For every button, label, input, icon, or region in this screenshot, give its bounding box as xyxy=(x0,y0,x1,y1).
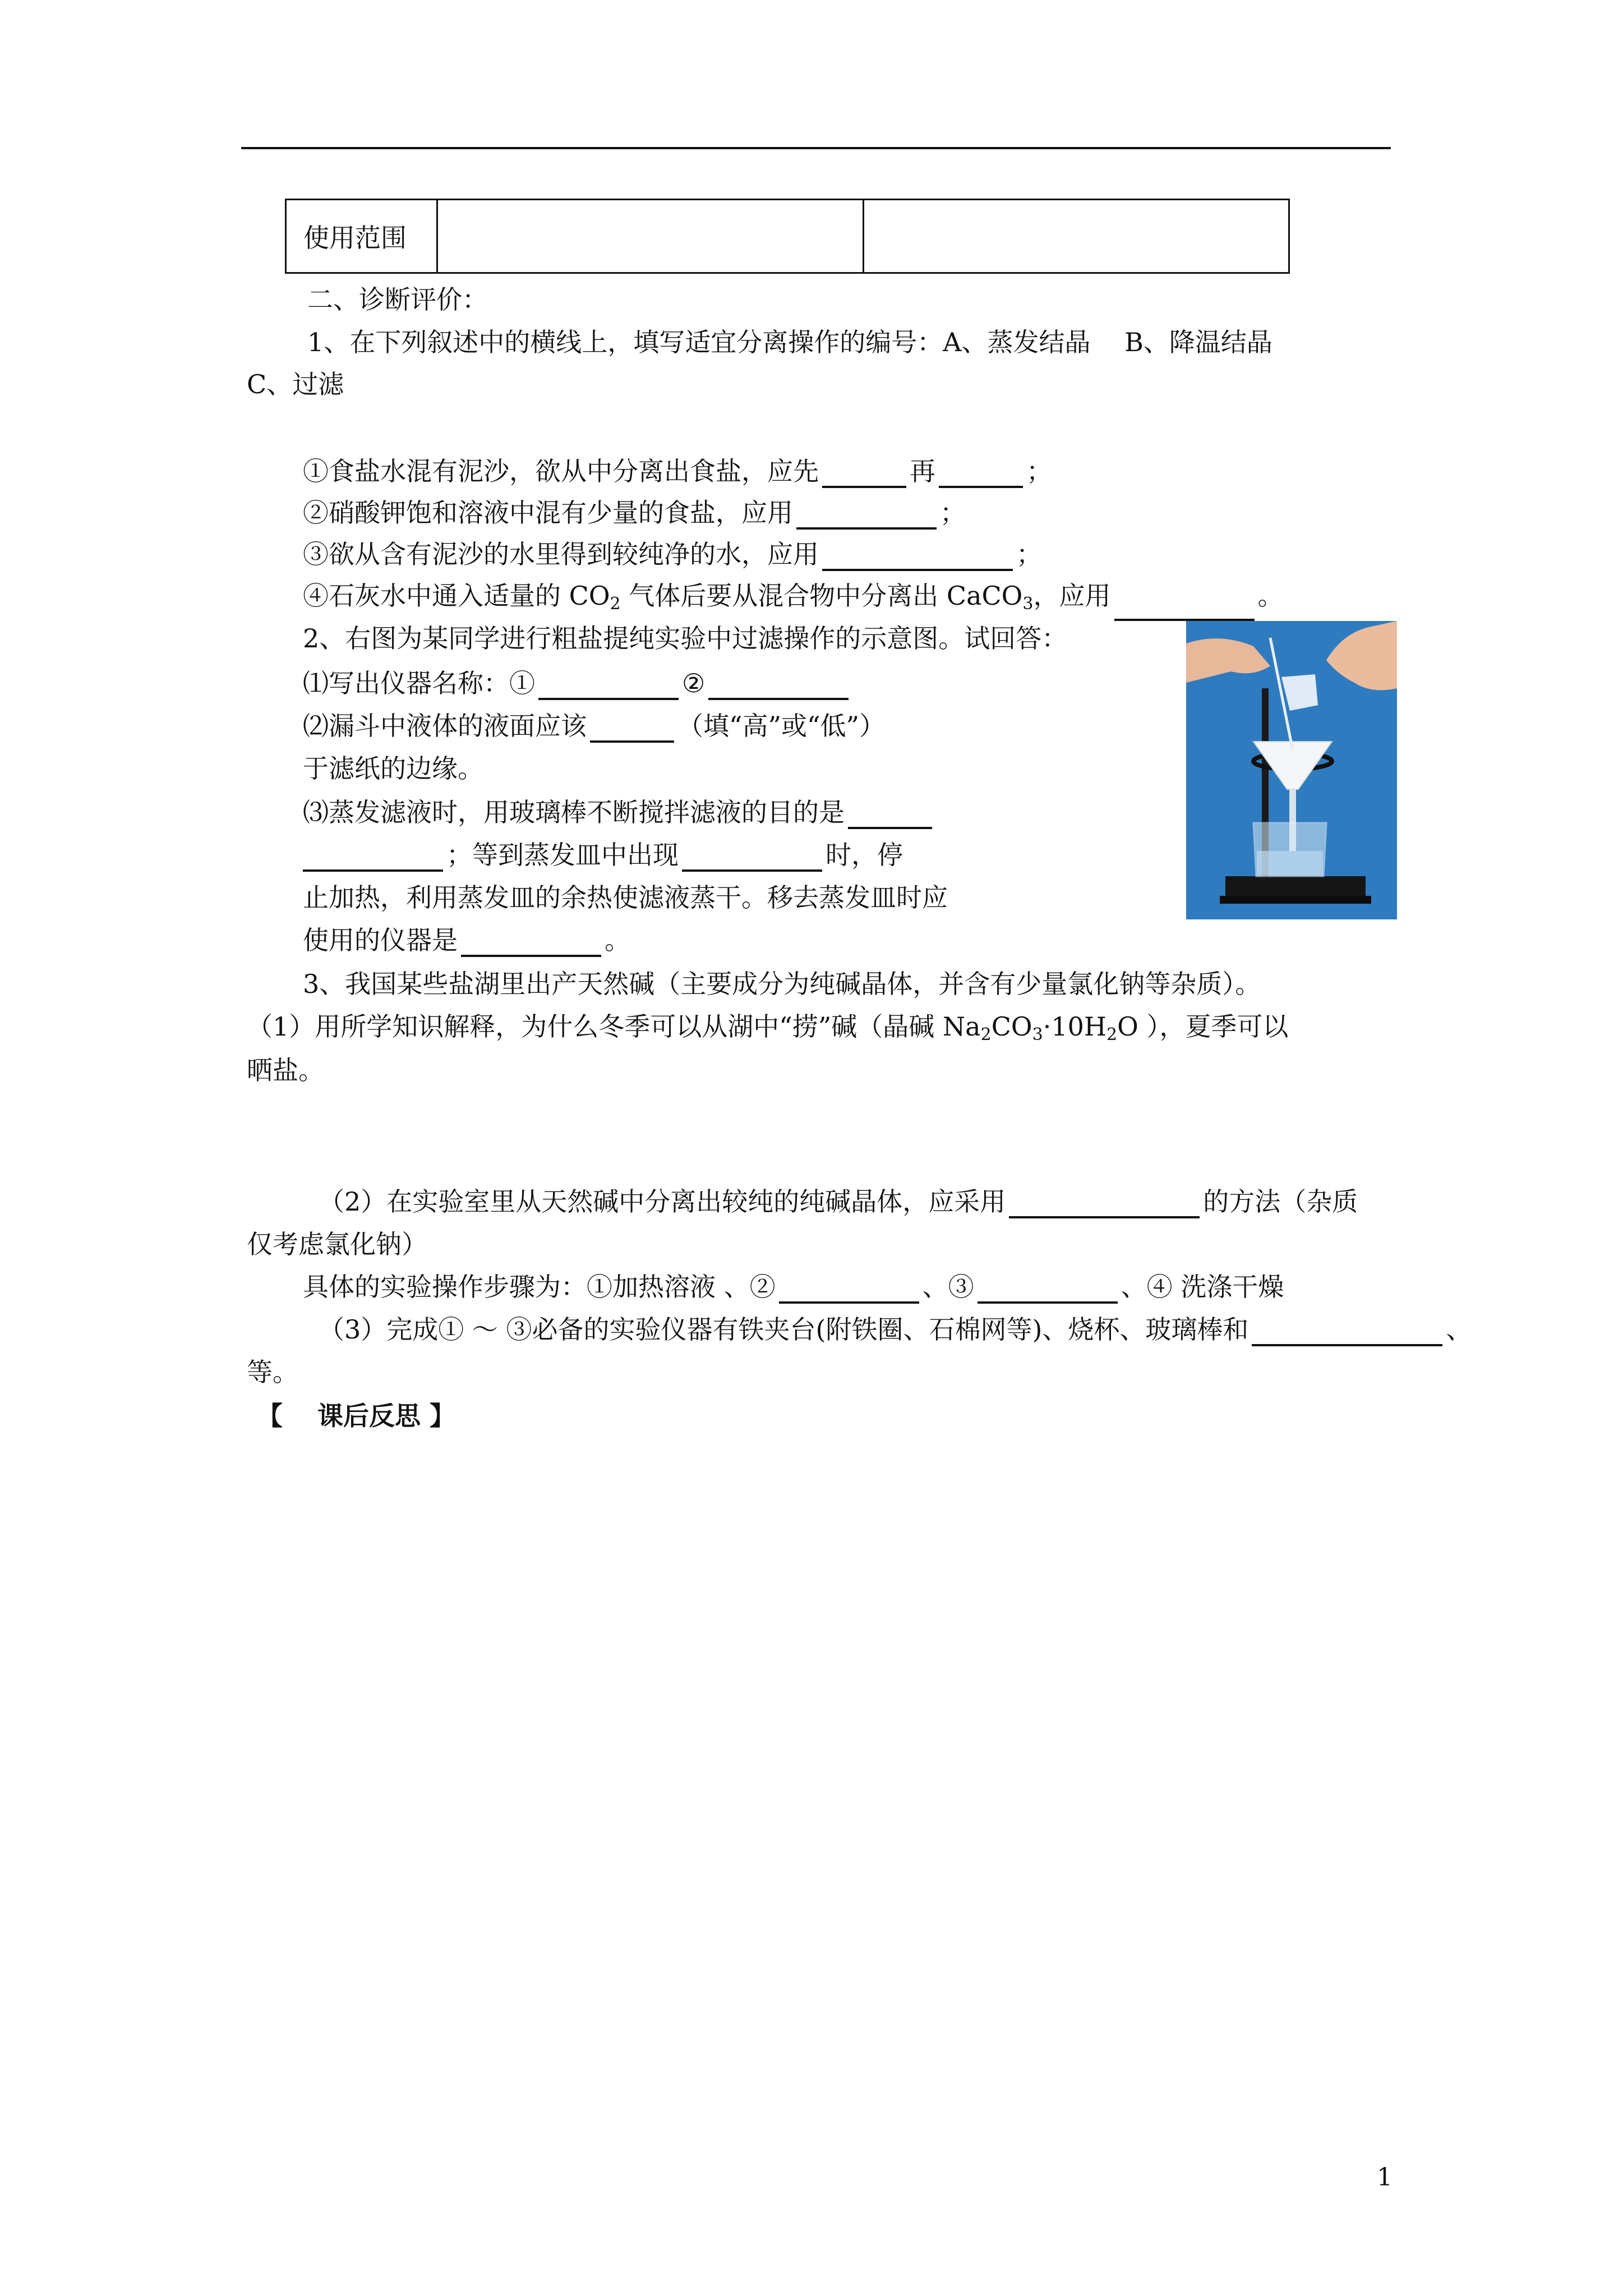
page-number: 1 xyxy=(1377,2163,1393,2192)
q2-part3-line4: 使用的仪器是 。 xyxy=(303,923,630,957)
answer-blank[interactable] xyxy=(848,799,932,829)
q3-part2: （2）在实验室里从天然碱中分离出较纯的纯碱晶体，应采用 的方法（杂质 xyxy=(319,1185,1358,1218)
answer-blank[interactable] xyxy=(779,1273,919,1304)
answer-blank[interactable] xyxy=(461,927,601,957)
q1-item1: ①食盐水混有泥沙，欲从中分离出食盐，应先 再 ； xyxy=(303,454,1052,488)
filtration-apparatus-icon xyxy=(1186,621,1397,919)
q2-part2-cont: 于滤纸的边缘。 xyxy=(303,753,483,784)
reflection-heading: 【 课后反思 】 xyxy=(257,1401,456,1431)
q2-part3: ⑶蒸发滤液时，用玻璃棒不断搅拌滤液的目的是 xyxy=(303,795,935,829)
q2-line1: 2、右图为某同学进行粗盐提纯实验中过滤操作的示意图。试回答： xyxy=(303,623,1068,654)
answer-blank[interactable] xyxy=(303,841,443,872)
table-cell-3 xyxy=(864,200,1288,272)
q2-part3-line3: 止加热，利用蒸发皿的余热使滤液蒸干。移去蒸发皿时应 xyxy=(303,882,948,913)
table-cell-2 xyxy=(438,200,864,272)
answer-blank[interactable] xyxy=(978,1273,1118,1304)
q3-part1: （1）用所学知识解释，为什么冬季可以从湖中“捞”碱（晶碱 $Na_2CO_3\cdot 10H_2O$ ），夏季可以 xyxy=(247,1011,1289,1045)
q1-line1: 1、在下列叙述中的横线上，填写适宜分离操作的编号：A、蒸发结晶 B、降温结晶 xyxy=(307,327,1272,357)
answer-blank[interactable] xyxy=(939,458,1023,488)
answer-blank[interactable] xyxy=(590,712,674,743)
answer-blank[interactable] xyxy=(822,458,906,488)
q3-line1: 3、我国某些盐湖里出产天然碱（主要成分为纯碱晶体，并含有少量氯化钠等杂质）。 xyxy=(303,969,1261,999)
usage-table xyxy=(285,199,1290,274)
q3-part3: （3）完成① ～ ③必备的实验仪器有铁夹台(附铁圈、石棉网等)、烧杯、玻璃棒和 、 xyxy=(319,1313,1472,1346)
q1-item4: ④石灰水中通入适量的 $CO_2$ 气体后要从混合物中分离出 CaCO$_3$，应用 。 xyxy=(303,579,1284,621)
q2-part2: ⑵漏斗中液体的液面应该 （填“高”或“低”） xyxy=(303,709,885,743)
answer-blank[interactable] xyxy=(1252,1316,1442,1346)
answer-blank[interactable] xyxy=(708,670,849,700)
q1-item2: ②硝酸钾饱和溶液中混有少量的食盐，应用 ； xyxy=(303,496,966,530)
q3-part1-cont: 晒盐。 xyxy=(247,1055,324,1085)
answer-blank[interactable] xyxy=(822,541,1013,571)
answer-blank[interactable] xyxy=(796,499,937,530)
table-row-label: 使用范围 xyxy=(287,200,438,272)
q2-part1: ⑴写出仪器名称：① ② xyxy=(303,666,852,700)
q3-part2-cont: 仅考虑氯化钠） xyxy=(247,1229,427,1259)
filtration-photo xyxy=(1186,621,1397,919)
section-title: 二、诊断评价： xyxy=(307,284,488,315)
q2-part3-line2: ；等到蒸发皿中出现 时，停 xyxy=(303,838,903,872)
q1-line2: C、过滤 xyxy=(247,369,344,399)
answer-blank[interactable] xyxy=(1009,1188,1200,1218)
answer-blank[interactable] xyxy=(1114,591,1255,621)
q3-part3-cont: 等。 xyxy=(247,1357,298,1387)
header-rule xyxy=(241,147,1391,149)
answer-blank[interactable] xyxy=(538,670,679,700)
answer-blank[interactable] xyxy=(682,841,822,872)
q1-item3: ③欲从含有泥沙的水里得到较纯净的水，应用 ； xyxy=(303,537,1042,571)
q3-part2-steps: 具体的实验操作步骤为：①加热溶液 、② 、③ 、④ 洗涤干燥 xyxy=(303,1270,1284,1304)
